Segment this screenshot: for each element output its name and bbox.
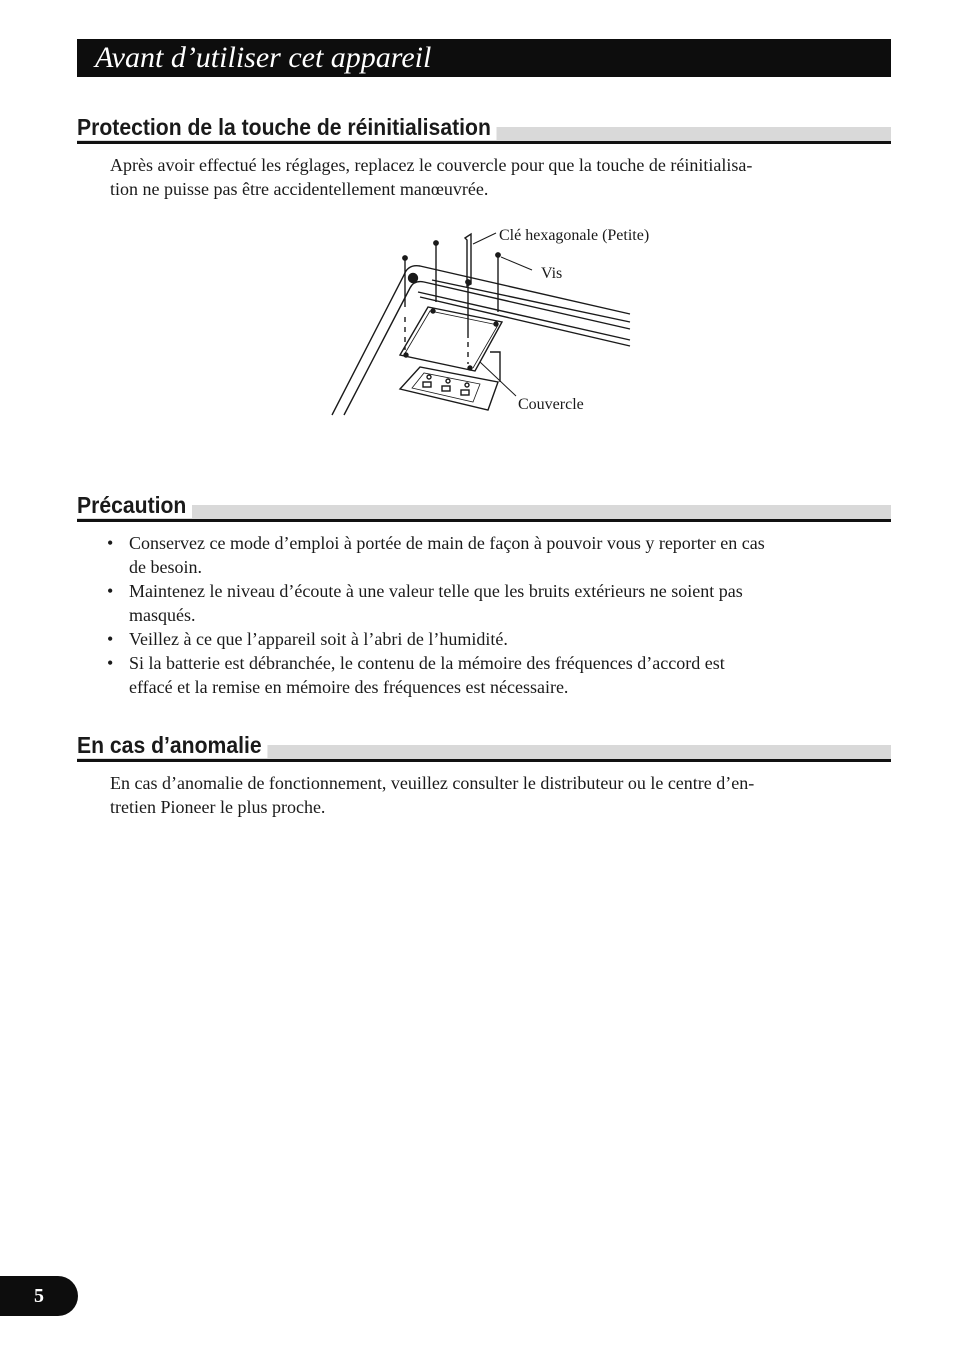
section-heading-precaution: [77, 490, 891, 522]
list-item: [107, 579, 867, 627]
paragraph-line: Après avoir effectué les réglages, replacez le couvercle pour que la touche de réinitialisa-: [110, 155, 753, 175]
list-item: [107, 651, 867, 699]
mounting-hole: [409, 274, 418, 283]
heading-rule: [77, 141, 891, 144]
paragraph-line: En cas d’anomalie de fonctionnement, veuillez consulter le distributeur ou le centre d’en-: [110, 773, 755, 793]
chapter-title: Avant d’utiliser cet appareil: [77, 39, 891, 77]
heading-text: En cas d’anomalie: [77, 732, 267, 758]
list-item-line: de besoin.: [129, 557, 202, 577]
screw-leader: [501, 257, 532, 270]
hex-key: [465, 234, 471, 286]
anomaly-paragraph: [110, 771, 855, 819]
screw-label: Vis: [541, 265, 563, 282]
screws: [403, 241, 500, 364]
precaution-list: [107, 531, 867, 699]
cover-installation-figure: [320, 222, 700, 422]
paragraph-line: tion ne puisse pas être accidentellement manœuvrée.: [110, 179, 489, 199]
hex-key-leader: [473, 233, 496, 244]
section-heading-anomaly: [77, 730, 891, 762]
list-item-line: masqués.: [129, 605, 196, 625]
list-item: [107, 627, 867, 651]
list-item-line: Conservez ce mode d’emploi à portée de main de façon à pouvoir vous y reporter en cas: [129, 533, 765, 553]
unit-outline: [332, 266, 630, 415]
heading-band: [77, 505, 891, 519]
heading-rule: [77, 759, 891, 762]
cover-diagram: [320, 222, 700, 422]
list-item-line: effacé et la remise en mémoire des fréquences est nécessaire.: [129, 677, 569, 697]
page-number: 5: [0, 1276, 78, 1316]
cover-label: Couvercle: [518, 396, 584, 413]
reset-paragraph: [110, 153, 855, 201]
list-item: [107, 531, 867, 579]
heading-rule: [77, 519, 891, 522]
cover-plate: [400, 307, 502, 371]
list-item-line: Si la batterie est débranchée, le contenu de la mémoire des fréquences d’accord est: [129, 653, 725, 673]
hex-key-label: Clé hexagonale (Petite): [499, 227, 650, 244]
heading-text: Protection de la touche de réinitialisation: [77, 114, 496, 140]
heading-text: Précaution: [77, 492, 192, 518]
list-item-line: Veillez à ce que l’appareil soit à l’abri de l’humidité.: [129, 629, 508, 649]
section-heading-reset-protection: [77, 112, 891, 144]
paragraph-line: tretien Pioneer le plus proche.: [110, 797, 326, 817]
list-item-line: Maintenez le niveau d’écoute à une valeur telle que les bruits extérieurs ne soient pas: [129, 581, 743, 601]
